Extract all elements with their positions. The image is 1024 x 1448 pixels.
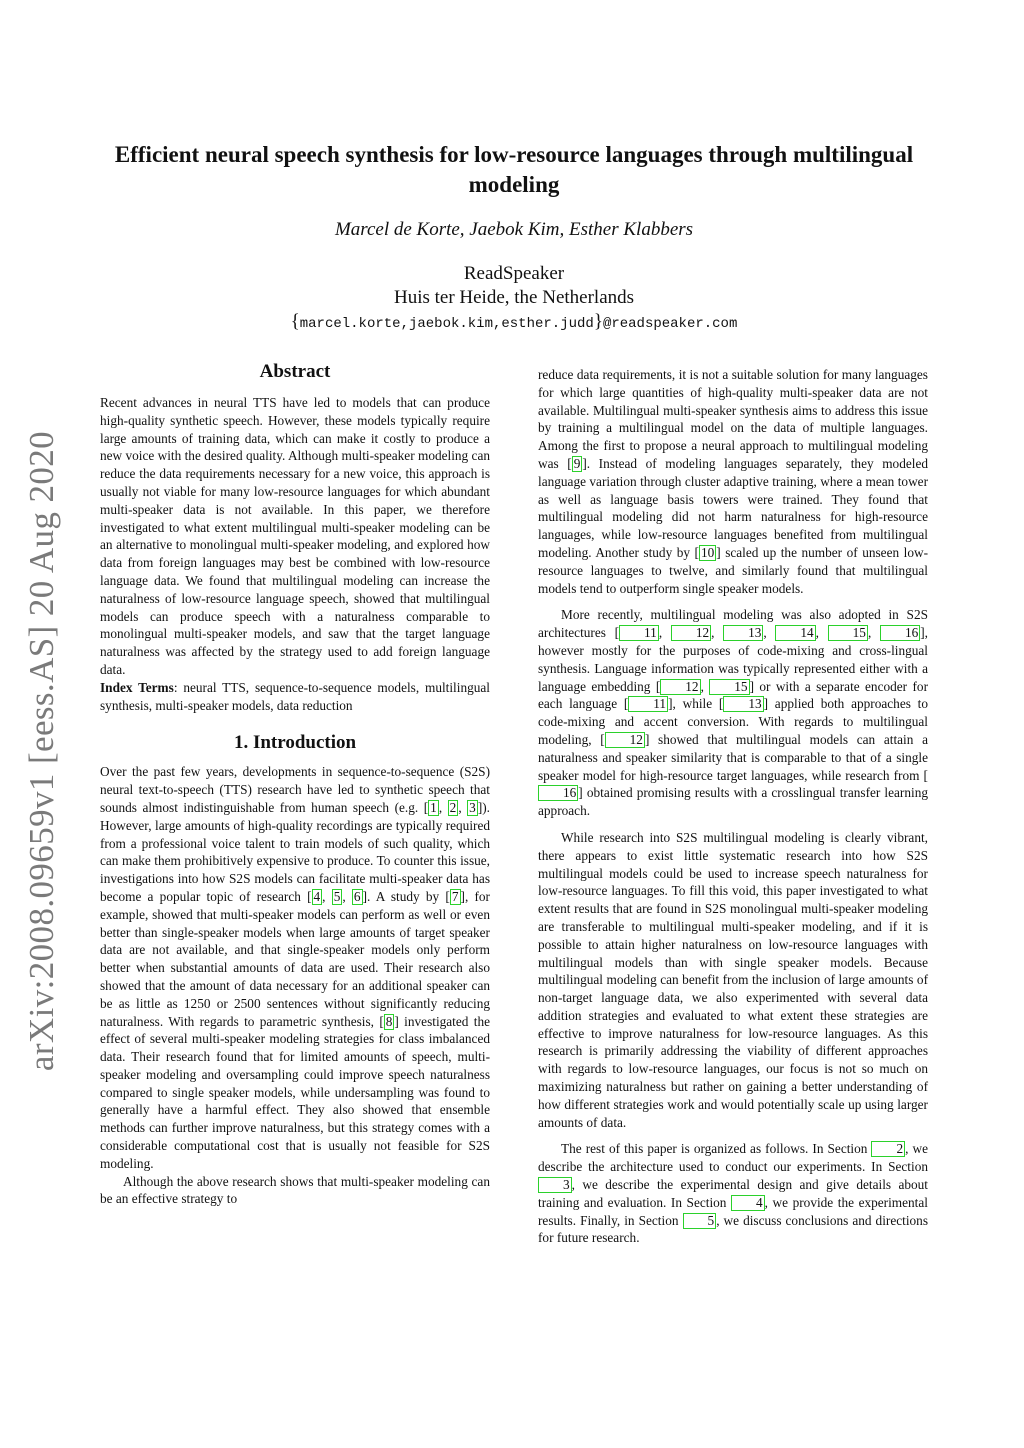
text-run: , [815,625,828,641]
citation-link[interactable]: 16 [880,625,920,641]
text-run: , [342,888,352,904]
text-run: ] investigated the effect of several multi-speaker modeling strategies for class imbalanced data. Their research found that for limited amounts of speech, multi-speaker modeling and oversampling could improve speech naturalness compared to single speaker models, while undersampling was found to generally have a harmful effect. They also showed that ensemble methods can further improve naturalness, but this strategy comes with a considerable computational cost that is usually not feasible for S2S modeling. [100,1013,491,1171]
citation-link[interactable]: 11 [619,625,659,641]
left-column [100,360,490,1208]
text-run: ] applied both approaches to code-mixing and accent conversion. With regards to multilingual modeling, [ [538,696,928,747]
right-column [538,366,928,1247]
citation-link[interactable]: 12 [605,732,645,748]
citation-link[interactable]: 2 [871,1141,905,1157]
text-run: ], while [ [668,696,724,712]
text-run: ], for example, showed that multi-speaker models can perform as well or even better than single-speaker models when large amounts of target speaker data are not available, and that single-speaker models only perform better when substantial amounts of data are used. Their research also showed that the amount of data necessary for an additional speaker can be as little as 1250 or 2500 sentences without significantly reducing naturalness. With regards to parametric synthesis, [ [100,888,490,1029]
citation-link[interactable]: 12 [660,679,700,695]
text-run: , [700,678,710,694]
email-users: marcel.korte,jaebok.kim,esther.judd [299,316,594,332]
index-terms [100,679,490,715]
text-run: More recently, multilingual modeling was also adopted in S2S architectures [ [538,607,928,641]
citation-link[interactable]: 13 [723,696,763,712]
citation-link[interactable]: 9 [573,455,581,471]
intro-paragraph-1 [100,763,490,1172]
intro-paragraph-5 [538,1140,928,1247]
abstract-heading: Abstract [259,361,331,382]
email-brace-close: } [593,311,603,332]
citation-link[interactable]: 10 [700,544,715,560]
text-run: reduce data requirements, it is not a suitable solution for many languages for which large quantities of high-quality multi-speaker data are not available. Multilingual multi-speaker synthesis aims to address this issue by training a multilingual model on the data of multiple languages. Among the first to propose a neural approach to multilingual modeling was [ [538,367,928,471]
paper-authors: Marcel de Korte, Jaebok Kim, Esther Klabbers [334,219,694,240]
citation-link[interactable]: 15 [828,625,868,641]
index-terms-text: : neural TTS, sequence-to-sequence models, multilingual synthesis, multi-speaker models, data reduction [100,679,490,713]
text-run: While research into S2S multilingual modeling is clearly vibrant, there appears to exist little systematic research into how S2S multilingual models could be used to increase speech naturalness for low-resource languages. To fill this void, this paper investigated to what extent results that are found in S2S monolingual multi-speaker modeling are transferable to multilingual multi-speaker modeling, and if it is possible to attain higher naturalness on low-resource languages with multilingual models than with single speaker models. Because multilingual modeling can benefit from the inclusion of large amounts of non-target language data, we also experimented with several data addition strategies and evaluated to what extent these strategies are effective to improve naturalness for low-resource languages. As this research is primarily addressing the viability of different approaches with regards to low-resource languages, our focus is not so much on maximizing naturalness but rather on gaining a better understanding of how different strategies work and would potentially scale up using larger amounts of data. [538,829,928,1130]
citation-link[interactable]: 5 [683,1213,717,1229]
text-run: , [711,625,724,641]
arxiv-identifier: arXiv:2008.09659v1 [eess.AS] 20 Aug 2020 [22,430,61,1071]
email-domain: @readspeaker.com [602,316,738,332]
text-run: , we describe the architecture used to conduct our experiments. In Section [538,1141,928,1175]
citation-link[interactable]: 16 [538,785,578,801]
text-run: ], however mostly for the purposes of code-mixing and cross-lingual synthesis. Language information was typically represented either with a language embedding [ [538,625,928,694]
citation-link[interactable]: 2 [449,799,457,815]
citation-link[interactable]: 13 [723,625,763,641]
citation-link[interactable]: 15 [709,679,749,695]
text-run: , we describe the experimental design and give details about training and evaluation. In Section [538,1177,928,1210]
email-brace-open: { [290,311,300,332]
text-run: Over the past few years, developments in sequence-to-sequence (S2S) neural text-to-speech (TTS) research have led to synthetic speech that sounds almost indistinguishable from human speech (e.g. [ [100,764,490,815]
intro-paragraph-2-end [538,366,928,597]
intro-paragraph-2-start [100,1173,490,1209]
text-run: , we provide the experimental results. Finally, in Section [538,1194,928,1228]
text-run: ] scaled up the number of unseen low-resource languages to twelve, and similarly found that multilingual models tend to outperform single speaker models. [538,544,929,596]
citation-link[interactable]: 5 [333,888,341,904]
text-run: , [322,888,332,904]
citation-link[interactable]: 3 [469,799,476,815]
citation-link[interactable]: 12 [671,625,711,641]
author-emails[interactable] [100,311,928,333]
affiliation-location: Huis ter Heide, the Netherlands [393,287,635,308]
intro-heading: 1. Introduction [233,732,357,754]
paper-title: Efficient neural speech synthesis for low-resource languages through multilingual modeling [114,142,914,197]
text-run: ] or with a separate encoder for each language [ [538,678,928,712]
affiliation [100,262,928,310]
text-run: , [658,625,671,641]
text-run: The rest of this paper is organized as follows. In Section [561,1141,872,1157]
text-run: , [458,799,468,815]
citation-link[interactable]: 3 [538,1177,572,1193]
intro-paragraph-3 [538,606,928,820]
citation-link[interactable]: 7 [451,888,459,904]
text-run: ]). However, large amounts of high-quality recordings are typically required from a professional voice talent to train models of such quality, which can make them prohibitively expensive to produce. To counter this issue, investigations into how S2S models can facilitate multi-speaker data has become a popular topic of research [ [100,799,490,904]
index-terms-label: Index Terms [100,679,174,695]
abstract-text: Recent advances in neural TTS have led to models that can produce high-quality synthetic speech. However, these models typically require large amounts of training data, which can make it costly to produce a new voice with the desired quality. Although multi-speaker modeling can reduce the data requirements necessary for a new voice, this approach is usually not viable for many low-resource languages for which abundant multi-speaker data is not available. In this paper, we therefore investigated to what extent multilingual multi-speaker modeling can be an alternative to monolingual multi-speaker modeling, and explored how data from foreign languages may best be combined with low-resource language data. We found that multilingual modeling can increase the naturalness of low-resource language speech, showed that multilingual models can produce speech with a naturalness comparable to monolingual multi-speaker models, and saw that the target language naturalness was affected by the strategy used to add foreign language data. [100,395,490,677]
citation-link[interactable]: 6 [353,888,361,904]
intro-paragraph-4 [538,829,928,1132]
text-run: ]. Instead of modeling languages separately, they modeled language variation through cluster adaptive training, where a mean tower as well as language basis towers were trained. They found that multilingual modeling did not harm naturalness for high-resource languages, while low-resource languages benefited from multilingual modeling. Another study by [ [538,455,928,560]
text-run: , [763,625,776,641]
text-run: ] showed that multilingual models can attain a naturalness and speaker similarity that is comparable to that of a single speaker model for high-resource target languages, while research from [ [538,731,928,783]
citation-link[interactable]: 4 [313,888,321,904]
text-run: ]. A study by [ [362,888,450,904]
citation-link[interactable]: 4 [731,1195,765,1211]
text-run: , [867,625,880,641]
citation-link[interactable]: 14 [775,625,815,641]
citation-link[interactable]: 8 [385,1013,393,1029]
text-run: , we discuss conclusions and directions for future research. [538,1212,928,1246]
text-run: , [438,799,448,815]
text-run: Although the above research shows that multi-speaker modeling can be an effective strategy to [100,1173,490,1207]
citation-link[interactable]: 11 [628,696,668,712]
text-run: ] obtained promising results with a crosslingual transfer learning approach. [538,785,928,819]
citation-link[interactable]: 1 [430,799,437,815]
affiliation-org: ReadSpeaker [463,263,565,284]
